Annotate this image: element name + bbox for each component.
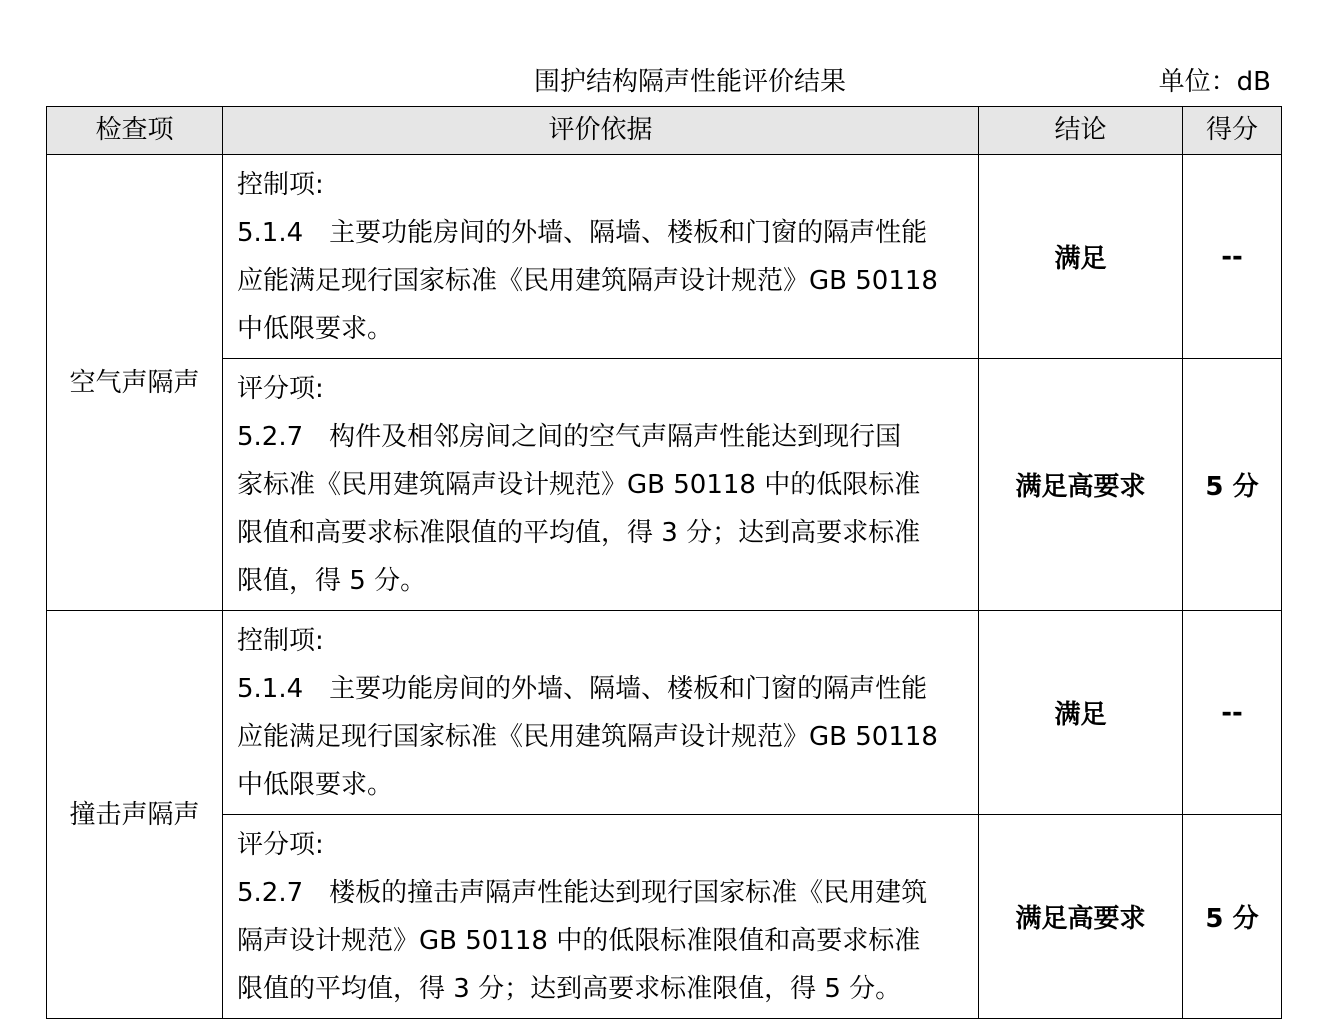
table-row: [47, 359, 1282, 611]
header-score: 得分: [1183, 107, 1282, 155]
basis-line: 评分项:: [237, 830, 324, 860]
header-basis: 评价依据: [223, 107, 979, 155]
table-caption-title: 围护结构隔声性能评价结果: [533, 67, 846, 97]
basis-line: 中低限要求。: [237, 314, 394, 344]
basis-line: 5.2.7 楼板的撞击声隔声性能达到现行国家标准《民用建筑: [237, 878, 928, 908]
item-airborne-sound: 空气声隔声: [47, 155, 223, 611]
basis-line: 应能满足现行国家标准《民用建筑隔声设计规范》GB 50118: [237, 722, 938, 752]
table-row: [47, 611, 1282, 815]
basis-line: 控制项:: [237, 626, 324, 656]
basis-line: 5.1.4 主要功能房间的外墙、隔墙、楼板和门窗的隔声性能: [237, 674, 928, 704]
basis-cell: [223, 815, 979, 1019]
item-impact-sound: 撞击声隔声: [47, 611, 223, 1019]
conclusion-cell: 满足高要求: [979, 359, 1183, 611]
basis-line: 家标准《民用建筑隔声设计规范》GB 50118 中的低限标准: [237, 470, 921, 500]
basis-line: 中低限要求。: [237, 770, 394, 800]
score-cell: 5 分: [1183, 359, 1282, 611]
header-row: [47, 107, 1282, 155]
basis-line: 控制项:: [237, 170, 324, 200]
conclusion-cell: 满足高要求: [979, 815, 1183, 1019]
table-caption-unit: 单位：dB: [1158, 67, 1271, 97]
basis-cell: [223, 359, 979, 611]
basis-line: 5.2.7 构件及相邻房间之间的空气声隔声性能达到现行国: [237, 422, 902, 452]
basis-cell: [223, 155, 979, 359]
score-cell: 5 分: [1183, 815, 1282, 1019]
score-cell: --: [1183, 611, 1282, 815]
basis-line: 隔声设计规范》GB 50118 中的低限标准限值和高要求标准: [237, 926, 921, 956]
sound-insulation-table: [46, 106, 1282, 1019]
basis-line: 限值和高要求标准限值的平均值，得 3 分；达到高要求标准: [237, 518, 921, 548]
header-conclusion: 结论: [979, 107, 1183, 155]
conclusion-cell: 满足: [979, 155, 1183, 359]
score-cell: --: [1183, 155, 1282, 359]
conclusion-cell: 满足: [979, 611, 1183, 815]
basis-line: 应能满足现行国家标准《民用建筑隔声设计规范》GB 50118: [237, 266, 938, 296]
table-row: [47, 815, 1282, 1019]
header-item: 检查项: [47, 107, 223, 155]
basis-line: 限值，得 5 分。: [237, 566, 427, 596]
basis-line: 限值的平均值，得 3 分；达到高要求标准限值，得 5 分。: [237, 974, 902, 1004]
basis-line: 评分项:: [237, 374, 324, 404]
basis-cell: [223, 611, 979, 815]
basis-line: 5.1.4 主要功能房间的外墙、隔墙、楼板和门窗的隔声性能: [237, 218, 928, 248]
table-row: [47, 155, 1282, 359]
